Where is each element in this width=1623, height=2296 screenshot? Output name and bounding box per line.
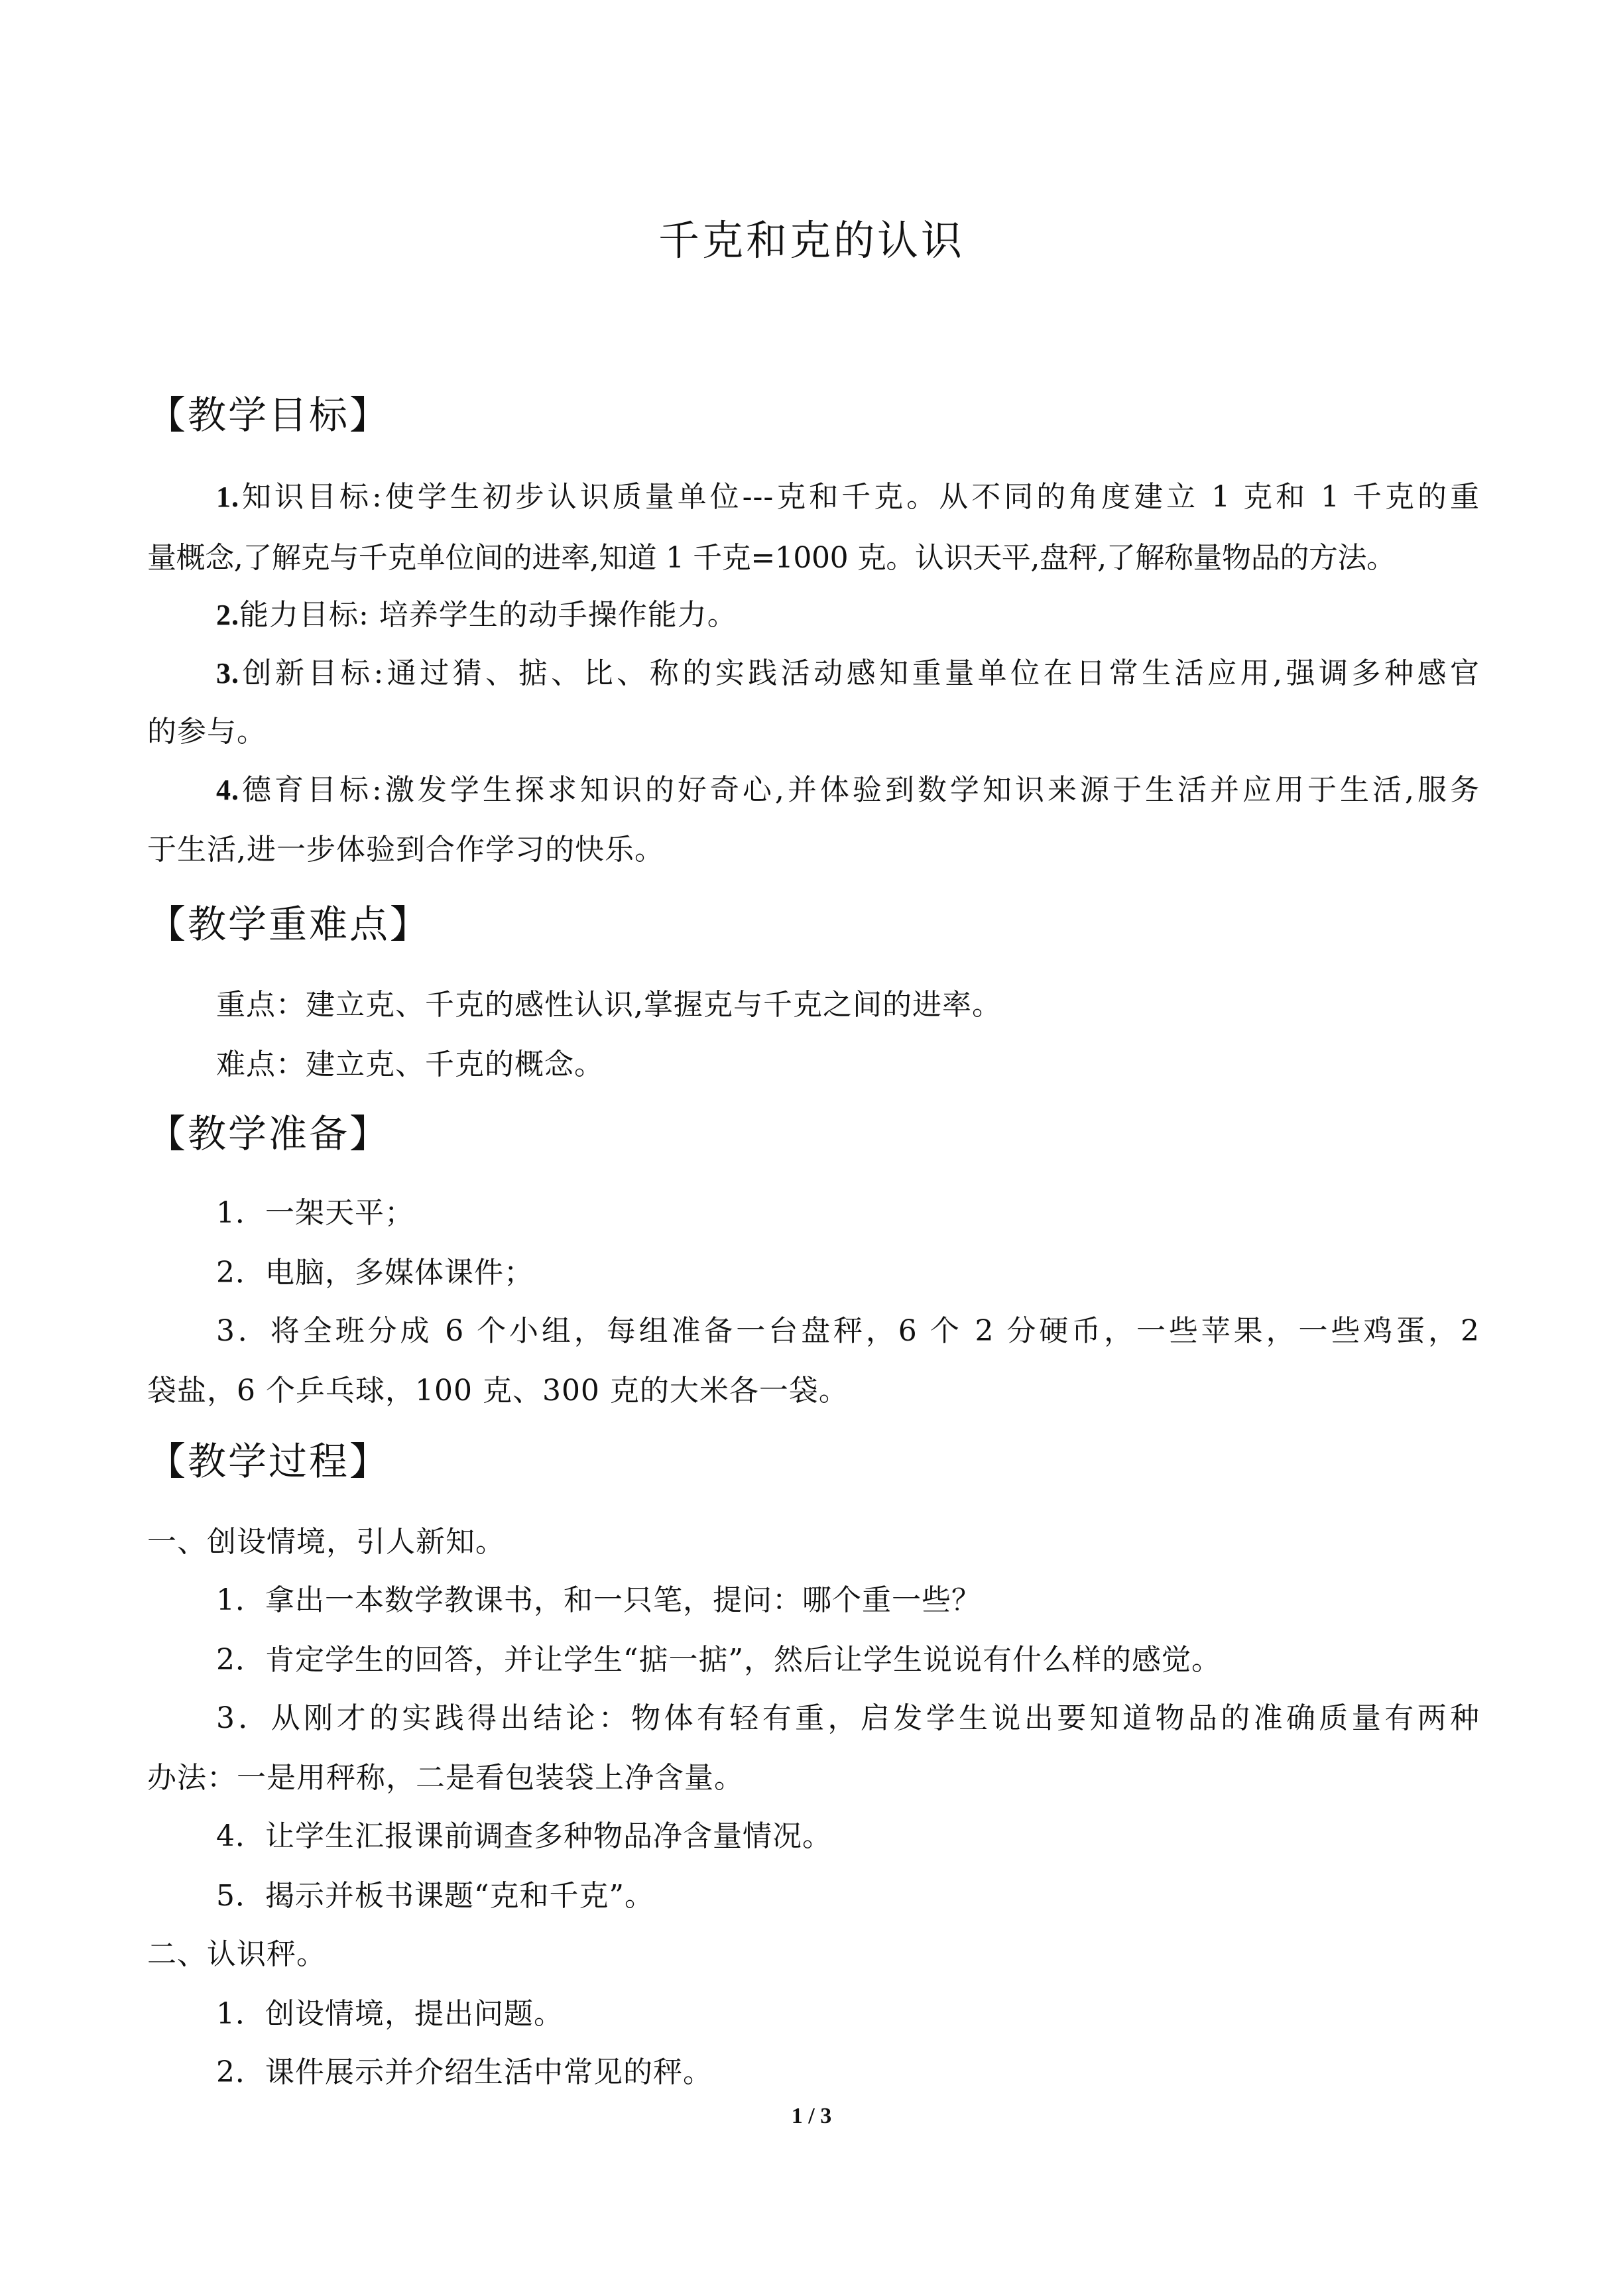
difficult-point-line: 难点：建立克、千克的概念。 <box>216 1048 604 1081</box>
objective-2-line-1 <box>216 595 737 635</box>
process-part-1-step-3-line-1: 3．从刚才的实践得出结论：物体有轻有重，启发学生说出要知道物品的准确质量有两种 <box>216 1701 1480 1735</box>
process-part-1-title: 一、创设情境，引人新知。 <box>147 1525 505 1559</box>
objective-3-line-1 <box>216 654 1480 694</box>
section-heading-preparation: 【教学准备】 <box>147 1111 391 1156</box>
preparation-item-1: 1．一架天平； <box>216 1196 414 1230</box>
process-part-2-step-1: 1．创设情境，提出问题。 <box>216 1997 564 2031</box>
objective-4-number: 4. <box>216 774 239 806</box>
preparation-item-3-line-2: 袋盐，6 个乒乓球，100 克、300 克的大米各一袋。 <box>147 1374 849 1408</box>
objective-1-number: 1. <box>216 481 239 513</box>
preparation-item-3-line-1: 3．将全班分成 6 个小组，每组准备一台盘秤，6 个 2 分硬币，一些苹果，一些鸡蛋，2 <box>216 1314 1480 1348</box>
objective-1-line-1 <box>216 477 1480 517</box>
process-part-1-step-4: 4．让学生汇报课前调查多种物品净含量情况。 <box>216 1819 832 1853</box>
objective-4-line-2: 于生活,进一步体验到合作学习的快乐。 <box>147 833 664 867</box>
objective-3-line-2: 的参与。 <box>147 715 267 749</box>
objective-4-text: 德育目标:激发学生探求知识的好奇心,并体验到数学知识来源于生活并应用于生活,服务 <box>239 773 1480 807</box>
process-part-2-title: 二、认识秤。 <box>147 1937 326 1971</box>
process-part-1-step-3-line-2: 办法：一是用秤称，二是看包装袋上净含量。 <box>147 1761 744 1795</box>
process-part-1-step-2: 2．肯定学生的回答，并让学生“掂一掂”，然后让学生说说有什么样的感觉。 <box>216 1643 1221 1677</box>
key-point-line: 重点：建立克、千克的感性认识,掌握克与千克之间的进率。 <box>216 988 1002 1022</box>
objective-1-text: 知识目标:使学生初步认识质量单位---克和千克。从不同的角度建立 1 克和 1 千克的重 <box>239 480 1480 514</box>
section-heading-process: 【教学过程】 <box>147 1439 391 1484</box>
preparation-item-2: 2．电脑，多媒体课件； <box>216 1256 534 1290</box>
process-part-1-step-1: 1．拿出一本数学教课书，和一只笔，提问：哪个重一些？ <box>216 1583 981 1617</box>
objective-3-text: 创新目标:通过猜、掂、比、称的实践活动感知重量单位在日常生活应用,强调多种感官 <box>239 656 1480 690</box>
section-heading-key-points: 【教学重难点】 <box>147 902 431 947</box>
objective-1-line-2: 量概念,了解克与千克单位间的进率,知道 1 千克=1000 克。认识天平,盘秤,了解称量物品的方法。 <box>147 541 1396 575</box>
objective-2-text: 能力目标: 培养学生的动手操作能力。 <box>239 598 737 632</box>
document-title: 千克和克的认识 <box>658 216 965 265</box>
objective-4-line-1 <box>216 770 1480 810</box>
process-part-1-step-5: 5．揭示并板书课题“克和千克”。 <box>216 1879 654 1913</box>
section-heading-objectives: 【教学目标】 <box>147 393 391 438</box>
process-part-2-step-2: 2．课件展示并介绍生活中常见的秤。 <box>216 2055 713 2089</box>
objective-3-number: 3. <box>216 657 239 690</box>
objective-2-number: 2. <box>216 599 239 631</box>
page-number: 1 / 3 <box>791 2104 832 2128</box>
